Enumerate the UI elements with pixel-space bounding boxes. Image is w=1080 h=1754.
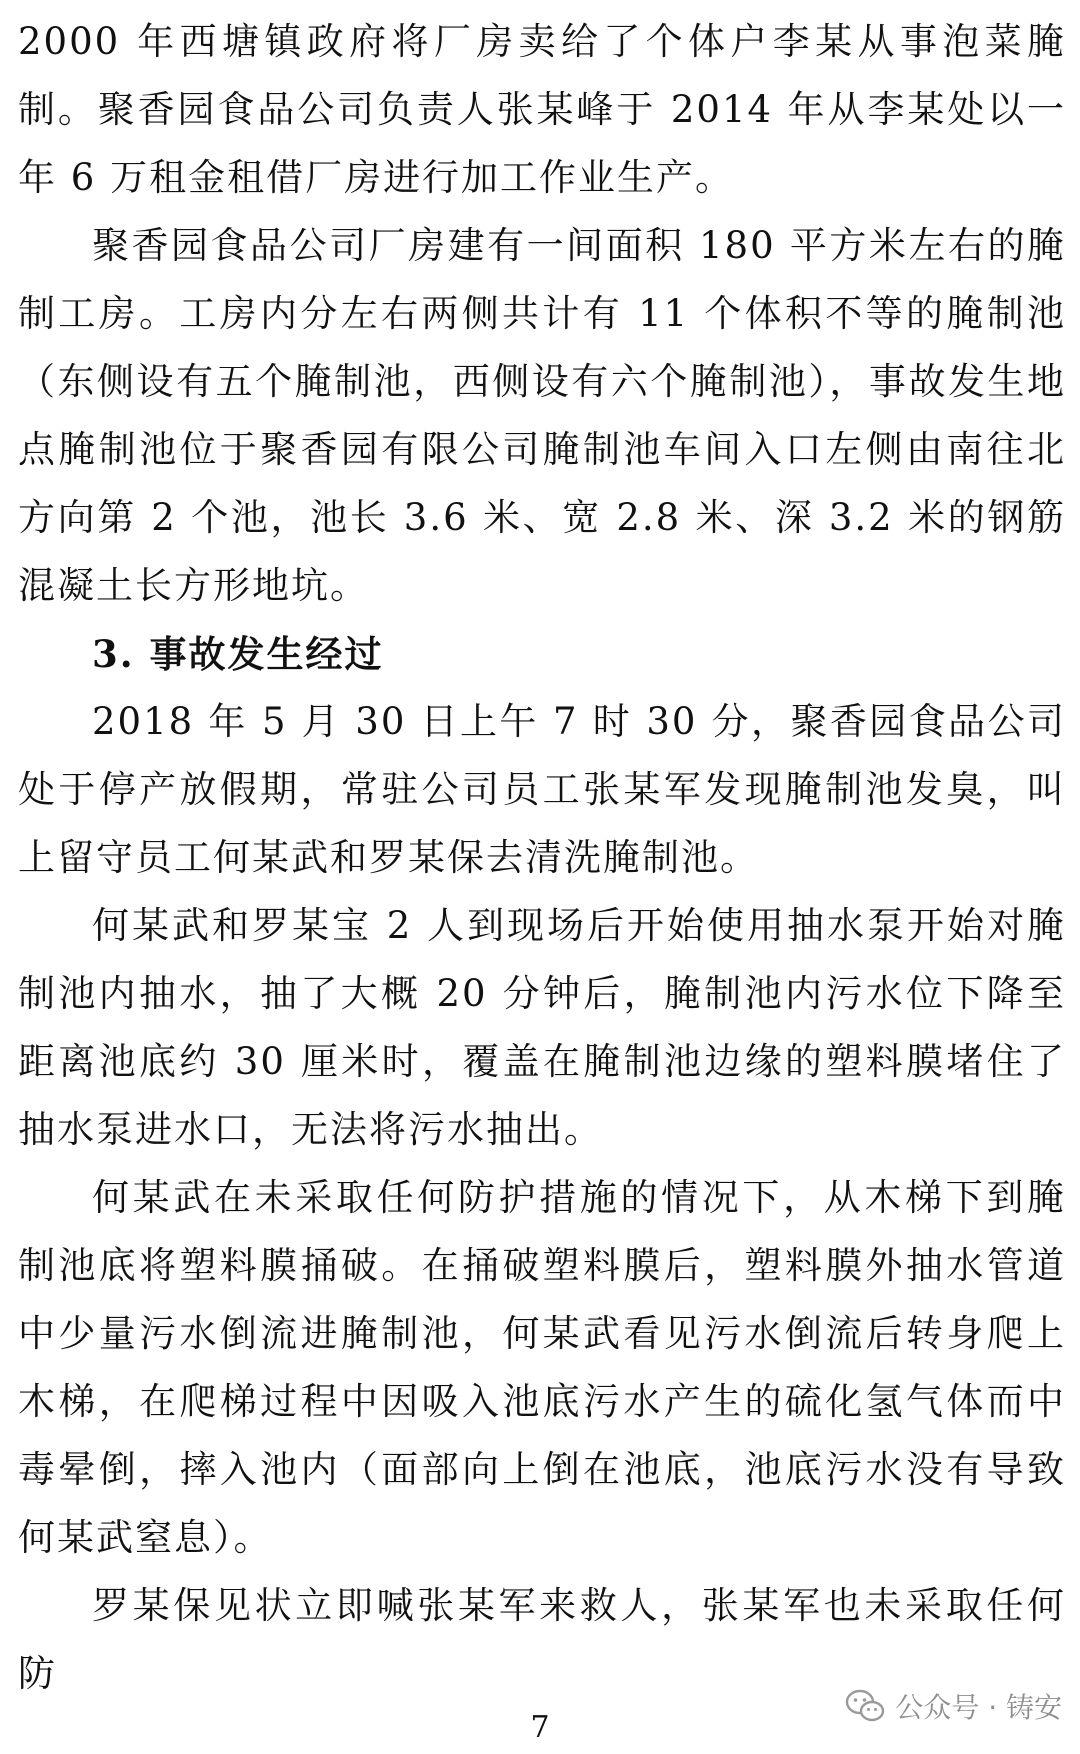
paragraph-5: 何某武在未采取任何防护措施的情况下，从木梯下到腌制池底将塑料膜捅破。在捅破塑料膜后，塑料膜外抽水管道中少量污水倒流进腌制池，何某武看见污水倒流后转身爬上木梯，在爬梯过程中因吸入池底污水产生的硫化氢气体而中毒晕倒，摔入池内（面部向上倒在池底，池底污水没有导致何某武窒息）。 [18, 1176, 1066, 1559]
watermark-text: 公众号 · 铸安 [895, 1691, 1062, 1724]
paragraph-6: 罗某保见状立即喊张某军来救人，张某军也未采取任何防 [18, 1584, 1066, 1695]
paragraph-2: 聚香园食品公司厂房建有一间面积 180 平方米左右的腌制工房。工房内分左右两侧共计有 11 个体积不等的腌制池（东侧设有五个腌制池，西侧设有六个腌制池），事故发生地点腌制池位于聚香园有限公司腌制池车间入口左侧由南往北方向第 2 个池，池长 3.6 米、宽 2.8 米、深 3.2 米的钢筋混凝土长方形地坑。 [18, 224, 1066, 607]
paragraph-4: 何某武和罗某宝 2 人到现场后开始使用抽水泵开始对腌制池内抽水，抽了大概 20 分钟后，腌制池内污水位下降至距离池底约 30 厘米时，覆盖在腌制池边缘的塑料膜堵住了抽水泵进水口，无法将污水抽出。 [18, 904, 1066, 1151]
page-number: 7 [530, 1710, 550, 1745]
paragraph-3: 2018 年 5 月 30 日上午 7 时 30 分，聚香园食品公司处于停产放假期，常驻公司员工张某军发现腌制池发臭，叫上留守员工何某武和罗某保去清洗腌制池。 [18, 700, 1066, 879]
section-heading: 3. 事故发生经过 [92, 632, 384, 676]
paragraph-1: 2000 年西塘镇政府将厂房卖给了个体户李某从事泡菜腌制。聚香园食品公司负责人张某峰于 2014 年从李某处以一年 6 万租金租借厂房进行加工作业生产。 [18, 20, 1066, 199]
body-text [18, 8, 1066, 1708]
